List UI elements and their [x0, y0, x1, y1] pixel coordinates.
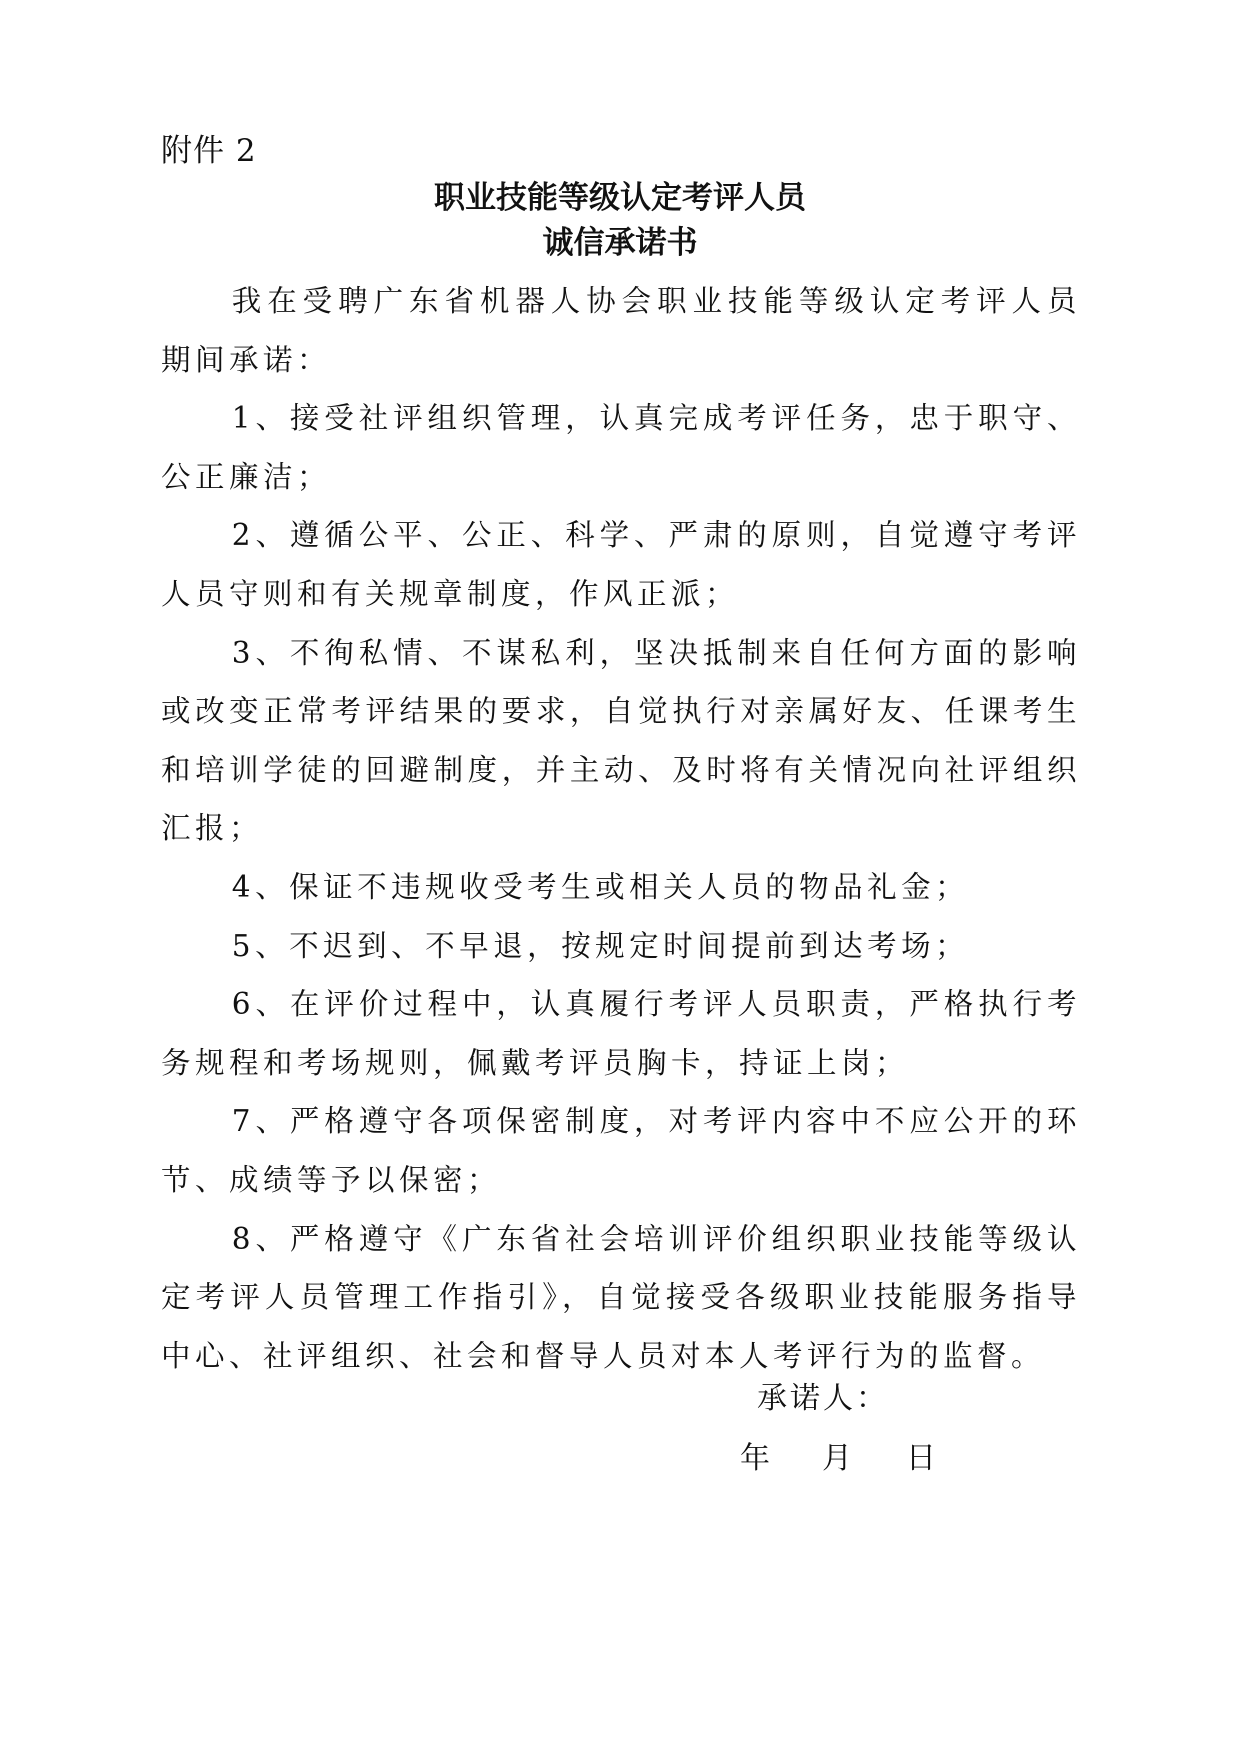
commitment-item-8: 8、严格遵守《广东省社会培训评价组织职业技能等级认定考评人员管理工作指引》，自觉接受各级职业技能服务指导中心、社评组织、社会和督导人员对本人考评行为的监督。 [161, 1221, 1081, 1373]
document-title: 职业技能等级认定考评人员 [434, 180, 806, 216]
date-day-label: 日 [906, 1441, 936, 1476]
signature-label: 承诺人： [757, 1381, 889, 1416]
commitment-item-6: 6、在评价过程中，认真履行考评人员职责，严格执行考务规程和考场规则，佩戴考评员胸卡，持证上岗； [161, 987, 1081, 1080]
commitment-item-5: 5、不迟到、不早退，按规定时间提前到达考场； [231, 928, 970, 963]
date-month-label: 月 [822, 1441, 852, 1476]
date-year-label: 年 [740, 1441, 770, 1476]
commitment-item-4: 4、保证不违规收受考生或相关人员的物品礼金； [231, 869, 970, 904]
date-line [740, 1439, 940, 1479]
commitment-item-2: 2、遵循公平、公正、科学、严肃的原则，自觉遵守考评人员守则和有关规章制度，作风正派； [161, 518, 1081, 611]
commitment-item-3: 3、不徇私情、不谋私利，坚决抵制来自任何方面的影响或改变正常考评结果的要求，自觉执行对亲属好友、任课考生和培训学徒的回避制度，并主动、及时将有关情况向社评组织汇报； [161, 635, 1081, 846]
commitment-item-1: 1、接受社评组织管理，认真完成考评任务，忠于职守、公正廉洁； [161, 401, 1081, 494]
commitment-item-7: 7、严格遵守各项保密制度，对考评内容中不应公开的环节、成绩等予以保密； [161, 1104, 1081, 1197]
document-subtitle: 诚信承诺书 [542, 225, 698, 261]
attachment-label: 附件 2 [161, 133, 257, 169]
document-body [161, 272, 1081, 1385]
intro-paragraph: 我在受聘广东省机器人协会职业技能等级认定考评人员期间承诺： [161, 284, 1081, 377]
